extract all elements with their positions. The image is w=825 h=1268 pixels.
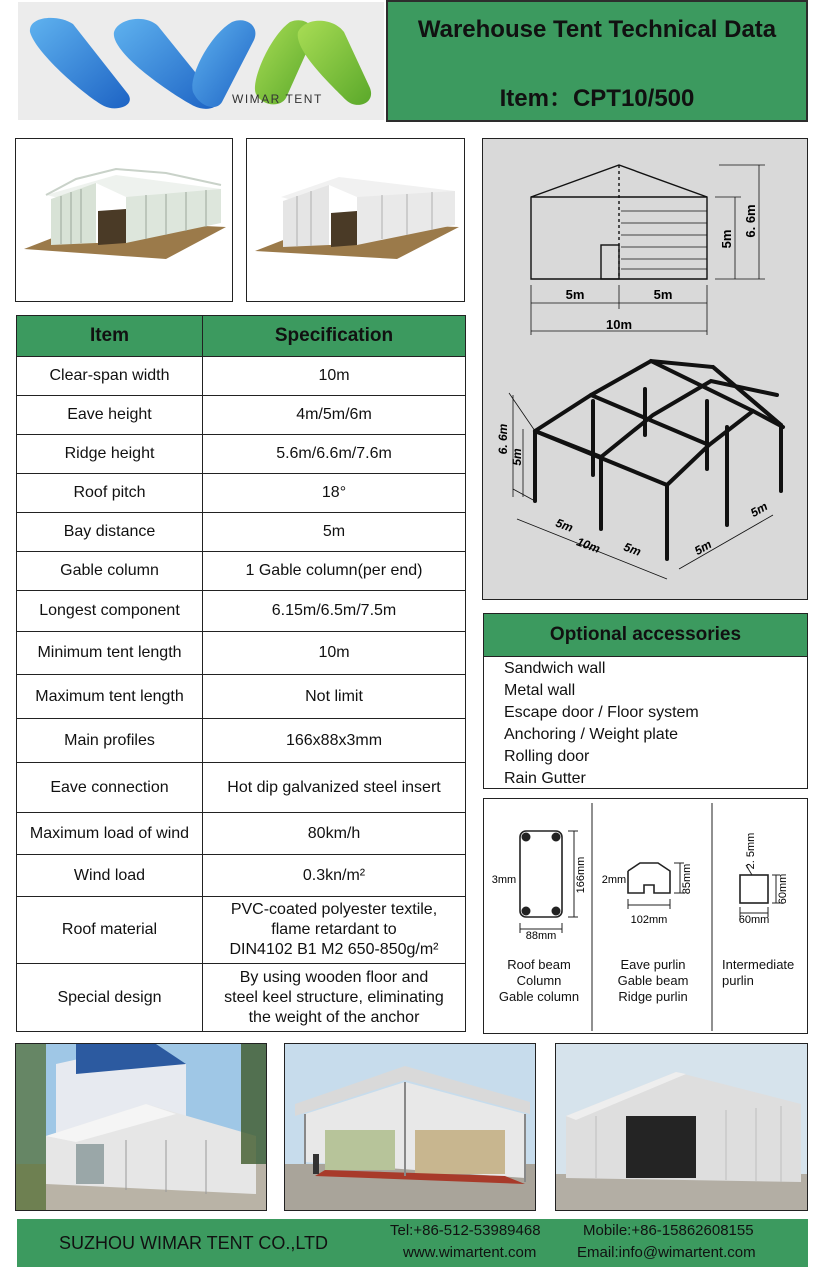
page-title: Warehouse Tent Technical Data — [417, 16, 777, 43]
profile1-width: 88mm — [525, 930, 557, 942]
profile3-caption — [722, 957, 806, 989]
table-row — [17, 552, 466, 591]
caption-line: Gable beam — [617, 973, 689, 988]
row-value: 166x88x3mm — [203, 719, 466, 763]
profile2-width: 102mm — [630, 914, 668, 926]
table-row — [17, 396, 466, 435]
dim-bay-right: 5m — [653, 287, 673, 302]
row-label: Longest component — [17, 591, 203, 632]
profile1-height: 166mm — [575, 856, 587, 894]
frame-dim-bay2: 5m — [621, 539, 643, 559]
accessories-panel — [483, 613, 808, 789]
email-link[interactable]: Email:info@wimartent.com — [577, 1244, 756, 1261]
item-code: Item：CPT10/500 — [499, 85, 695, 112]
logo-area — [18, 2, 384, 120]
row-value: 80km/h — [203, 813, 466, 855]
dim-bay-left: 5m — [565, 287, 585, 302]
row-value: 10m — [203, 632, 466, 675]
table-row — [17, 591, 466, 632]
row-label: Eave connection — [17, 763, 203, 813]
table-row — [17, 855, 466, 897]
list-item: Rain Gutter — [504, 770, 586, 787]
frame-dim-bay1: 5m — [553, 515, 575, 535]
frame-dim-eave: 5m — [510, 448, 524, 466]
profile2-caption — [596, 957, 710, 1005]
profile2-height: 85mm — [681, 863, 693, 895]
row-value: 5m — [203, 513, 466, 552]
row-value: Not limit — [203, 675, 466, 719]
tent-render-2 — [246, 138, 465, 302]
caption-line: Roof beam — [507, 957, 571, 972]
accessories-title: Optional accessories — [484, 614, 807, 657]
tel: Tel:+86-512-53989468 — [390, 1222, 541, 1239]
spec-table-header — [17, 316, 466, 357]
row-value: By using wooden floor and steel keel structure, eliminating the weight of the anchor — [203, 964, 466, 1032]
accessories-list — [504, 658, 699, 790]
row-label: Eave height — [17, 396, 203, 435]
profile2-thickness: 2mm — [601, 874, 627, 886]
list-item: Metal wall — [504, 682, 576, 699]
website-link[interactable]: www.wimartent.com — [403, 1244, 537, 1261]
row-value: Hot dip galvanized steel insert — [203, 763, 466, 813]
caption-line: Ridge purlin — [618, 989, 688, 1004]
table-row — [17, 813, 466, 855]
table-row — [17, 513, 466, 552]
spec-table — [16, 315, 466, 1032]
list-item: Sandwich wall — [504, 660, 606, 677]
profile3-height: 60mm — [777, 873, 789, 905]
table-row — [17, 964, 466, 1032]
table-row — [17, 763, 466, 813]
list-item: Rolling door — [504, 748, 590, 765]
table-row — [17, 897, 466, 964]
row-value: PVC-coated polyester textile, flame retardant to DIN4102 B1 M2 650-850g/m² — [203, 897, 466, 964]
row-value: 10m — [203, 357, 466, 396]
row-value: 4m/5m/6m — [203, 396, 466, 435]
caption-line: Gable column — [498, 989, 580, 1004]
table-row — [17, 719, 466, 763]
profile3-thickness: 2. 5mm — [745, 832, 757, 870]
caption-line: Column — [516, 973, 562, 988]
row-label: Special design — [17, 964, 203, 1032]
header-specification: Specification — [203, 316, 466, 357]
footer — [17, 1219, 808, 1267]
row-value: 6.15m/6.5m/7.5m — [203, 591, 466, 632]
frame-dim-ridge: 6. 6m — [496, 423, 510, 455]
frame-dim-span: 10m — [574, 534, 603, 556]
table-row — [17, 675, 466, 719]
company-name: SUZHOU WIMAR TENT CO.,LTD — [59, 1233, 329, 1253]
row-value: 0.3kn/m² — [203, 855, 466, 897]
header-banner — [386, 0, 808, 122]
row-label: Bay distance — [17, 513, 203, 552]
wimar-logo-icon — [18, 2, 384, 120]
row-label: Maximum load of wind — [17, 813, 203, 855]
list-item: Escape door / Floor system — [504, 704, 699, 721]
table-row — [17, 435, 466, 474]
tent-photo-1 — [15, 1043, 267, 1211]
caption-line: Intermediate — [722, 957, 795, 972]
tent-photo-3 — [555, 1043, 808, 1211]
profile1-caption — [488, 957, 590, 1005]
technical-drawing — [482, 138, 808, 600]
row-label: Wind load — [17, 855, 203, 897]
table-row — [17, 632, 466, 675]
row-label: Main profiles — [17, 719, 203, 763]
list-item: Anchoring / Weight plate — [504, 726, 679, 743]
caption-line: purlin — [722, 973, 754, 988]
tent-photo-2 — [284, 1043, 536, 1211]
row-label: Roof pitch — [17, 474, 203, 513]
mobile: Mobile:+86-15862608155 — [583, 1222, 754, 1239]
table-row — [17, 474, 466, 513]
row-label: Clear-span width — [17, 357, 203, 396]
profile3-width: 60mm — [738, 914, 770, 926]
tent-render-1 — [15, 138, 233, 302]
row-label: Minimum tent length — [17, 632, 203, 675]
profiles-panel — [483, 798, 808, 1034]
dim-width: 10m — [605, 317, 633, 332]
profile1-thickness: 3mm — [491, 874, 517, 886]
row-label: Ridge height — [17, 435, 203, 474]
row-value: 5.6m/6.6m/7.6m — [203, 435, 466, 474]
dim-eave: 5m — [719, 229, 734, 249]
row-label: Roof material — [17, 897, 203, 964]
dim-ridge: 6. 6m — [743, 204, 758, 238]
row-value: 1 Gable column(per end) — [203, 552, 466, 591]
frame-dim-side1: 5m — [691, 537, 715, 558]
table-row — [17, 357, 466, 396]
logo-text: WIMAR TENT — [232, 92, 323, 106]
caption-line: Eave purlin — [620, 957, 686, 972]
row-label: Gable column — [17, 552, 203, 591]
header-item: Item — [17, 316, 203, 357]
row-value: 18° — [203, 474, 466, 513]
frame-dim-side2: 5m — [747, 499, 771, 520]
row-label: Maximum tent length — [17, 675, 203, 719]
